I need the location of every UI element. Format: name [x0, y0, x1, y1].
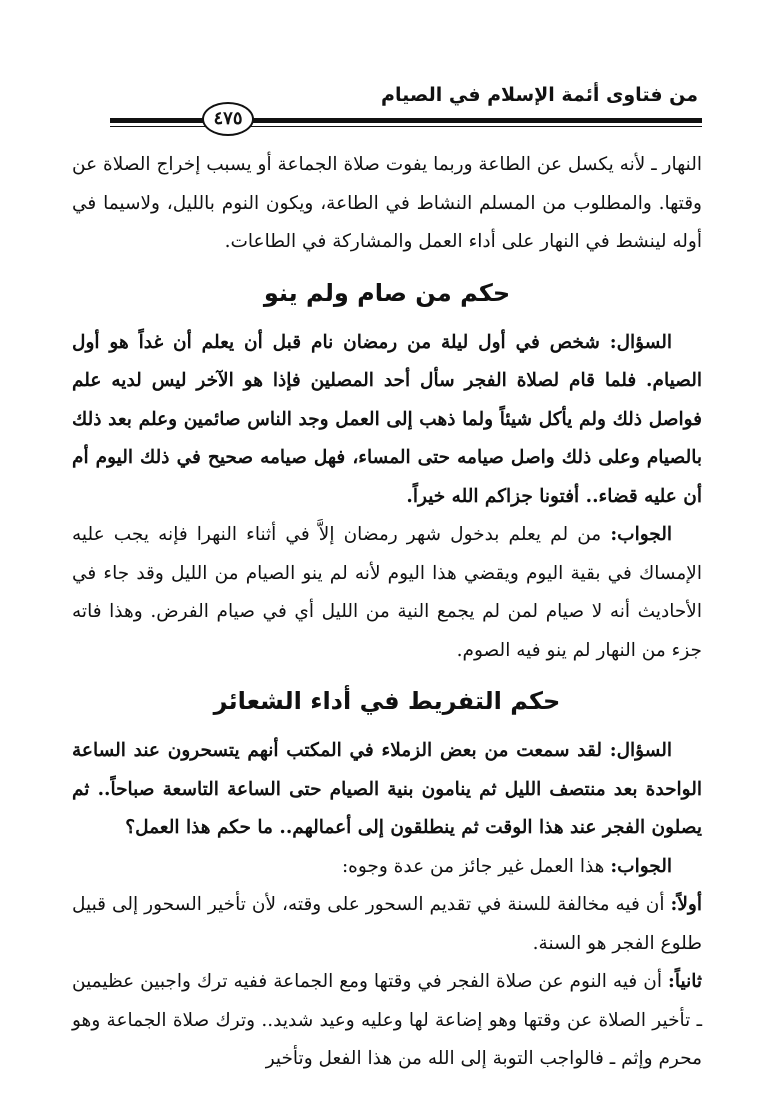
answer-text: من لم يعلم بدخول شهر رمضان إلاَّ في أثناء النهرا فإنه يجب عليه الإمساك في بقية اليوم ويقضي هذا اليوم لأنه لم ينو الصيام من الليل وقد جاء في الأحاديث أنه لا صيام لمن لم يجمع النية من الليل أي في صيام الفرض. وهذا فاته جزء من النهار لم ينو فيه الصوم. [72, 524, 703, 661]
point-1-text: أن فيه مخالفة للسنة في تقديم السحور على وقته، لأن تأخير السحور إلى قبيل طلوع الفجر هو السنة. [72, 894, 702, 954]
answer-text: هذا العمل غير جائز من عدة وجوه: [341, 855, 605, 877]
section-title-fasting-without-intention: حكم من صام ولم ينو [263, 278, 511, 307]
intro-paragraph: النهار ـ لأنه يكسل عن الطاعة وربما يفوت صلاة الجماعة أو يسبب إخراج الصلاة عن وقتها. والمطلوب من المسلم النشاط في الطاعة، ويكون النوم بالليل، ولاسيما في أوله لينشط في النهار على أداء العمل والمشاركة في الطاعات. [72, 154, 702, 252]
header-rule-left-thick [110, 118, 208, 123]
point-1-paragraph [72, 886, 702, 963]
point-2-paragraph [72, 963, 702, 1079]
header-rule-left-thin [110, 126, 208, 127]
page-number: ٤٧٥ [202, 102, 254, 136]
section-title-negligence-in-rituals: حكم التفريط في أداء الشعائر [213, 687, 561, 715]
header-rule-thick [246, 118, 702, 123]
question-paragraph-1 [72, 324, 702, 517]
answer-paragraph-1 [72, 516, 702, 670]
question-paragraph-2 [72, 732, 702, 848]
question-label: السؤال: [609, 331, 672, 353]
header-rule-thin [246, 126, 702, 127]
answer-paragraph-2 [72, 848, 702, 887]
answer-label: الجواب: [610, 524, 672, 545]
point-2-label: ثانياً: [668, 971, 702, 992]
question-text: شخص في أول ليلة من رمضان نام قبل أن يعلم أن غداً هو أول الصيام. فلما قام لصلاة الفجر سأل أحد المصلين فإذا هو الآخر ليس لديه علم فواصل ذلك ولم يأكل شيئاً ولما ذهب إلى العمل وجد الناس صائمين وعلم بعد ذلك بالصيام وعلى ذلك واصل صيامه حتى المساء، فهل صيامه صحيح في ذلك اليوم أم أن عليه قضاء.. أفتونا جزاكم الله خيراً. [72, 331, 702, 507]
question-text: لقد سمعت من بعض الزملاء في المكتب أنهم يتسحرون عند الساعة الواحدة بعد منتصف الليل ثم ينامون بنية الصيام حتى الساعة التاسعة صباحاً.. ثم يصلون الفجر عند هذا الوقت ثم ينطلقون إلى أعمالهم.. ما حكم هذا العمل؟ [72, 740, 702, 838]
point-1-label: أولاً: [670, 894, 702, 915]
running-title: من فتاوى أئمة الإسلام في الصيام [381, 84, 698, 106]
answer-label: الجواب: [610, 855, 672, 877]
question-label: السؤال: [609, 740, 672, 761]
point-2-text: أن فيه النوم عن صلاة الفجر في وقتها ومع الجماعة ففيه ترك واجبين عظيمين ـ تأخير الصلاة عن وقتها وهو إضاعة لها وعليه وعيد شديد.. وترك صلاة الجماعة وهو محرم وإثم ـ فالواجب التوبة إلى الله من هذا الفعل وتأخير [72, 971, 703, 1069]
body-text [72, 146, 702, 1079]
